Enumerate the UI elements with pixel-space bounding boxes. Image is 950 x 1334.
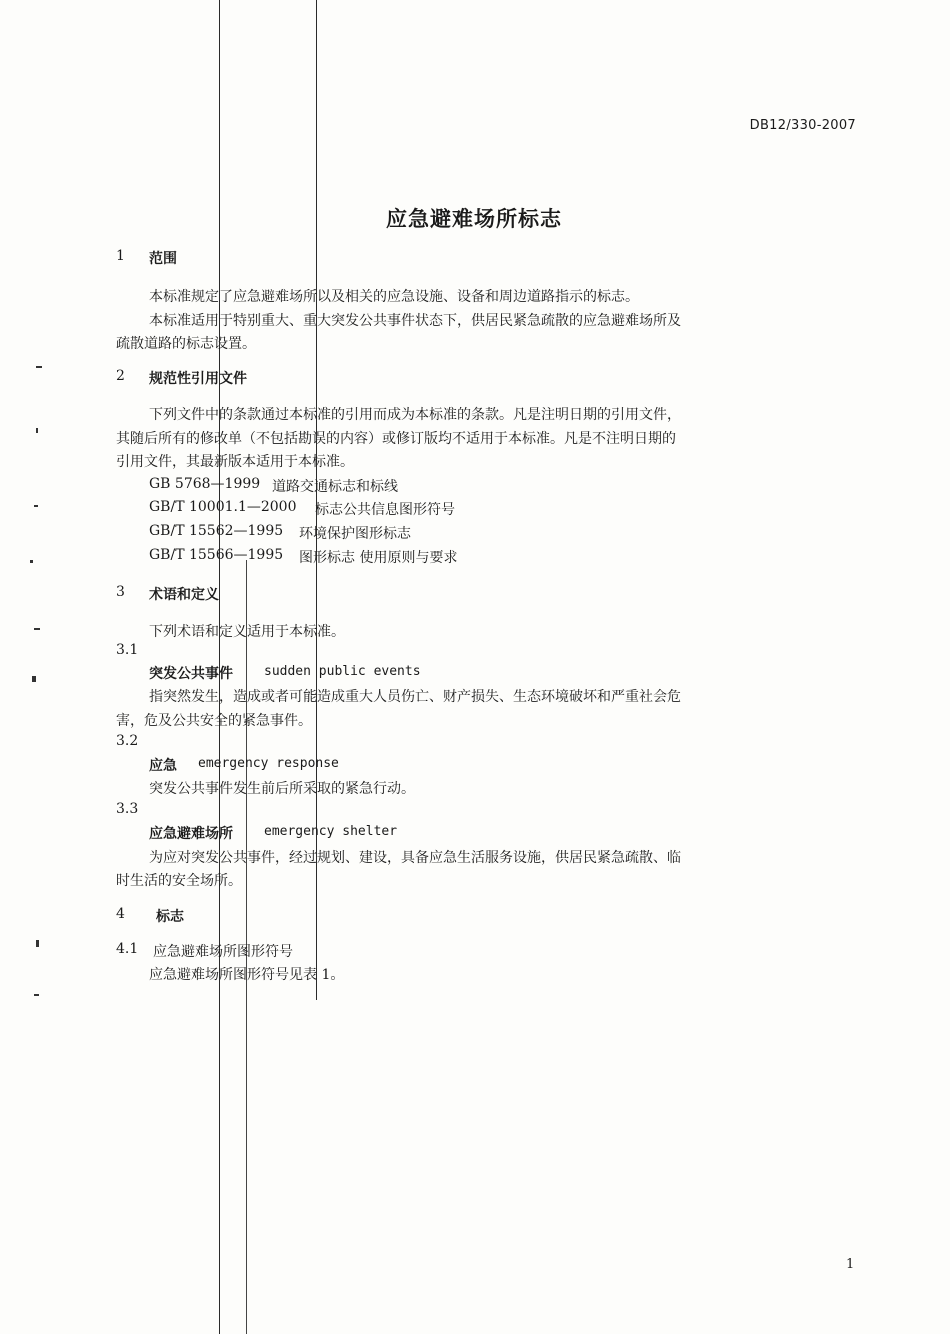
document-id: DB12/330-2007 xyxy=(749,118,856,133)
subsection-4-1-text: 应急避难场所图形符号见表 1。 xyxy=(149,967,345,983)
reference-code-3: GB/T 15562—1995 xyxy=(149,523,284,539)
page-title: 应急避难场所标志 xyxy=(386,207,562,231)
subsection-4-1-heading: 应急避难场所图形符号 xyxy=(153,944,293,960)
term-3-3-english: emergency shelter xyxy=(264,824,398,839)
section-2-para-line-2: 其随后所有的修改单（不包括勘误的内容）或修订版均不适用于本标准。凡是不注明日期的 xyxy=(116,431,676,447)
term-3-1-definition-line-1: 指突然发生，造成或者可能造成重大人员伤亡、财产损失、生态环境破坏和严重社会危 xyxy=(149,689,681,705)
margin-speck xyxy=(32,676,36,682)
section-2-para-line-1: 下列文件中的条款通过本标准的引用而成为本标准的条款。凡是注明日期的引用文件， xyxy=(149,407,681,423)
section-4-heading: 标志 xyxy=(156,909,184,925)
term-3-2-chinese: 应急 xyxy=(149,758,177,774)
margin-speck xyxy=(34,505,38,507)
page-number: 1 xyxy=(846,1257,855,1272)
section-1-para-2-line-1: 本标准适用于特别重大、重大突发公共事件状态下，供居民紧急疏散的应急避难场所及 xyxy=(149,313,681,329)
section-2-number: 2 xyxy=(116,368,125,384)
section-2-heading: 规范性引用文件 xyxy=(149,371,247,387)
section-3-number: 3 xyxy=(116,584,125,600)
reference-code-2: GB/T 10001.1—2000 xyxy=(149,499,297,515)
section-3-heading: 术语和定义 xyxy=(149,587,219,603)
term-3-3-number: 3.3 xyxy=(116,801,139,817)
reference-title-3: 环境保护图形标志 xyxy=(299,526,411,542)
term-3-2-number: 3.2 xyxy=(116,733,139,749)
margin-speck xyxy=(34,994,39,996)
reference-code-4: GB/T 15566—1995 xyxy=(149,547,284,563)
reference-title-1: 道路交通标志和标线 xyxy=(272,479,398,495)
subsection-4-1-number: 4.1 xyxy=(116,941,139,957)
section-1-number: 1 xyxy=(116,248,125,264)
margin-speck xyxy=(30,560,33,563)
section-1-para-2-line-2: 疏散道路的标志设置。 xyxy=(116,336,256,352)
section-1-para-1: 本标准规定了应急避难场所以及相关的应急设施、设备和周边道路指示的标志。 xyxy=(149,289,639,305)
margin-speck xyxy=(36,940,39,947)
reference-title-4: 图形标志 使用原则与要求 xyxy=(299,550,458,566)
term-3-3-definition-line-1: 为应对突发公共事件，经过规划、建设，具备应急生活服务设施，供居民紧急疏散、临 xyxy=(149,850,681,866)
section-3-intro: 下列术语和定义适用于本标准。 xyxy=(149,624,345,640)
term-3-1-number: 3.1 xyxy=(116,642,139,658)
margin-speck xyxy=(36,366,42,368)
term-3-3-definition-line-2: 时生活的安全场所。 xyxy=(116,873,242,889)
section-4-number: 4 xyxy=(116,906,125,922)
term-3-1-definition-line-2: 害，危及公共安全的紧急事件。 xyxy=(116,713,312,729)
term-3-1-chinese: 突发公共事件 xyxy=(149,666,233,682)
reference-code-1: GB 5768—1999 xyxy=(149,476,261,492)
term-3-2-definition: 突发公共事件发生前后所采取的紧急行动。 xyxy=(149,781,415,797)
reference-title-2: 标志公共信息图形符号 xyxy=(315,502,455,518)
margin-speck xyxy=(34,628,40,630)
section-2-para-line-3: 引用文件，其最新版本适用于本标准。 xyxy=(116,454,354,470)
section-1-heading: 范围 xyxy=(149,251,177,267)
term-3-2-english: emergency response xyxy=(198,756,339,771)
term-3-3-chinese: 应急避难场所 xyxy=(149,826,233,842)
term-3-1-english: sudden public events xyxy=(264,664,421,679)
margin-speck xyxy=(36,428,38,433)
